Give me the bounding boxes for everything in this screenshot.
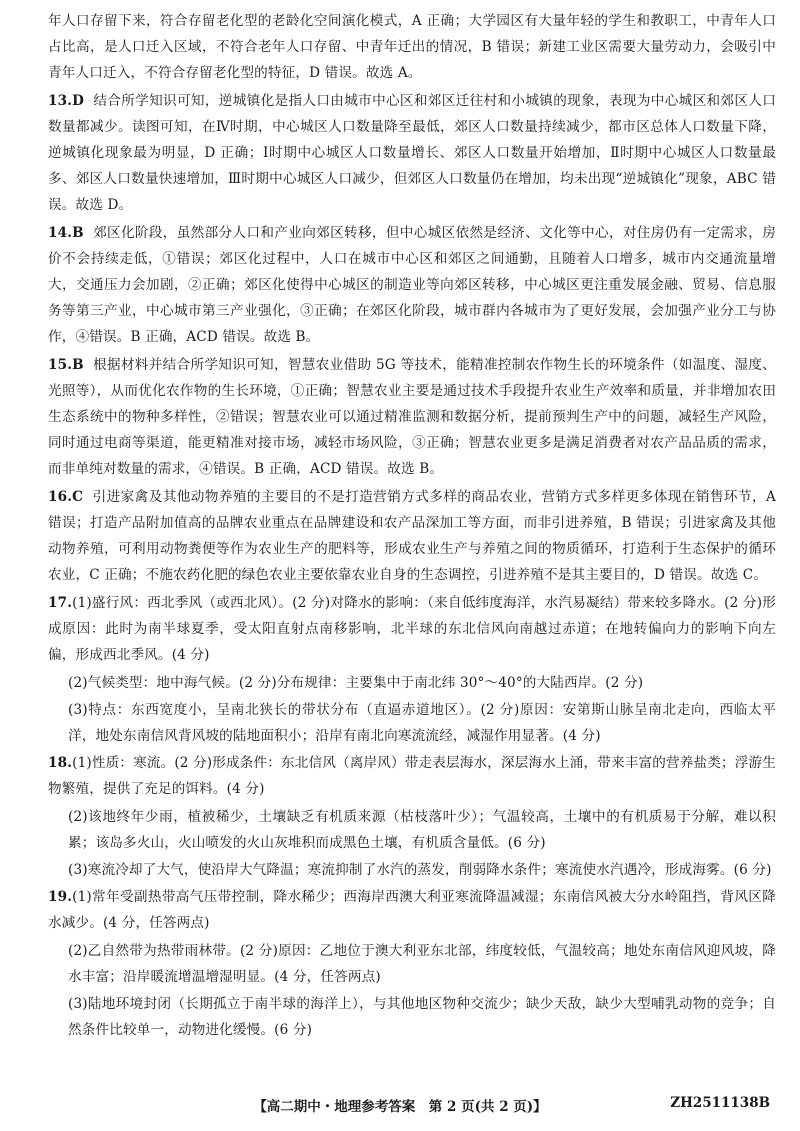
answer-13: [48, 88, 776, 218]
question-number: 19.: [48, 889, 73, 905]
answer-number: 16.C: [48, 489, 84, 505]
answer-text: 郊区化阶段，虽然部分人口和产业向郊区转移，但中心城区依然是经济、文化等中心，对住房仍有一定需求，房价不会持续走低，①错误；郊区化过程中，人口在城市中心区和郊区之间通勤，且随着人口增多，城市内交通流量增大，交通压力会加剧，②正确；郊区化使得中心城区的制造业等向郊区转移，中心城区更注重发展金融、贸易、信息服务等第三产业，中心城市第三产业强化，③正确；在郊区化阶段，城市群内各城市为了更好发展，会加强产业分工与协作，④错误。B 正确，ACD 错误。故选 B。: [48, 225, 776, 345]
page-footer: [0, 1095, 800, 1119]
lead-paragraph: 年人口存留下来，符合存留老化型的老龄化空间演化模式，A 正确；大学园区有大量年轻的学生和教职工，中青年人口占比高，是人口迁入区域，不符合老年人口存留、中青年迁出的情况，B 错误；新建工业区需要大量劳动力，会吸引中青年人口迁入，不符合存留老化型的特征，D 错误。故选 A。: [48, 13, 776, 81]
question-18-part-3: (3)寒流冷却了大气，使沿岸大气降温；寒流抑制了水汽的蒸发，削弱降水条件；寒流使水汽遇冷，形成海雾。(6 分): [68, 862, 772, 878]
answer-15: [48, 352, 776, 482]
question-17-part-1: [48, 590, 776, 668]
answer-text: 根据材料并结合所学知识可知，智慧农业借助 5G 等技术，能精准控制农作物生长的环境条件（如温度、湿度、光照等），从而优化农作物的生长环境，①正确；智慧农业主要是通过技术手段提升农业生产效率和质量，并非增加农田生态系统中的物种多样性，②错误；智慧农业可以通过精准监测和数据分析，提前预判生产中的问题，减轻生产风险，同时通过电商等渠道，能更精准对接市场，减轻市场风险，③正确；智慧农业更多是满足消费者对农产品品质的需求，而非单纯对数量的需求，④错误。B 正确，ACD 错误。故选 B。: [48, 357, 776, 477]
question-17-part-2: (2)气候类型：地中海气候。(2 分)分布规律：主要集中于南北纬 30°～40°的大陆西岸。(2 分): [68, 675, 644, 691]
question-19-part-3: (3)陆地环境封闭（长期孤立于南半球的海洋上），与其他地区物种交流少；缺少天敌，缺少大型哺乳动物的竞争；自然条件比较单一，动物进化缓慢。(6 分): [68, 996, 776, 1038]
answer-16: [48, 484, 776, 588]
question-18-part-2: (2)该地终年少雨，植被稀少，土壤缺乏有机质来源（枯枝落叶少）；气温较高，土壤中的有机质易于分解，难以积累；该岛多火山，火山喷发的火山灰堆积而成黑色土壤，有机质含量低。(6 分): [68, 809, 776, 851]
answer-text: 结合所学知识可知，逆城镇化是指人口由城市中心区和郊区迁往村和小城镇的现象，表现为中心城区和郊区人口数量都减少。读图可知，在Ⅳ时期，中心城区人口数量降至最低，郊区人口数量持续减少，都市区总体人口数量下降，逆城镇化现象最为明显，D 正确；Ⅰ时期中心城区人口数量增长、郊区人口数量开始增加，Ⅱ时期中心城区人口数量最多、郊区人口数量快速增加，Ⅲ时期中心城区人口减少，但郊区人口数量仍在增加，均未出现“逆城镇化”现象，ABC 错误。故选 D。: [48, 93, 776, 213]
question-19-part-1: [48, 884, 776, 936]
document-code: ZH2511138B: [670, 1095, 770, 1111]
part-text: (1)性质：寒流。(2 分)形成条件：东北信风（离岸风）带走表层海水，深层海水上涌，带来丰富的营养盐类；浮游生物繁殖，提供了充足的饵料。(4 分): [48, 755, 776, 797]
footer-title: 【高二期中・地理参考答案 第 2 页(共 2 页)】: [253, 1099, 547, 1115]
answer-text: 引进家禽及其他动物养殖的主要目的不是打造营销方式多样的商品农业，营销方式多样更多体现在销售环节，A 错误；打造产品附加值高的品牌农业重点在品牌建设和农产品深加工等方面，而非引进养殖，B 错误；引进家禽及其他动物养殖，可利用动物粪便等作为农业生产的肥料等，形成农业生产与养殖之间的物质循环，打造利于生态保护的循环农业，C 正确；不施农药化肥的绿色农业主要依靠农业自身的生态调控，引进养殖不是其主要目的，D 错误。故选 C。: [48, 489, 776, 583]
question-19-part-2: (2)乙自然带为热带雨林带。(2 分)原因：乙地位于澳大利亚东北部，纬度较低，气温较高；地处东南信风迎风坡，降水丰富；沿岸暖流增温增湿明显。(4 分，任答两点): [68, 943, 776, 985]
question-18-part-1: [48, 750, 776, 802]
answer-number: 14.B: [48, 225, 84, 241]
question-17-part-3: (3)特点：东西宽度小，呈南北狭长的带状分布（直逼赤道地区）。(2 分)原因：安第斯山脉呈南北走向，西临太平洋，地处东南信风背风坡的陆地面积小；沿岸有南北向寒流流经，减湿作用显著。(4 分): [68, 702, 776, 744]
answer-number: 15.B: [48, 357, 84, 373]
answer-content: [48, 8, 776, 1044]
part-text: (1)盛行风：西北季风（或西北风）。(2 分)对降水的影响：（来自低纬度海洋，水汽易凝结）带来较多降水。(2 分)形成原因：此时为南半球夏季，受太阳直射点南移影响，北半球的东北信风向南越过赤道；在地转偏向力的影响下向左偏，形成西北季风。(4 分): [48, 595, 776, 663]
answer-14: [48, 220, 776, 350]
part-text: (1)常年受副热带高气压带控制，降水稀少；西海岸西澳大利亚寒流降温减湿；东南信风被大分水岭阻挡，背风区降水减少。(4 分，任答两点): [48, 889, 776, 931]
question-number: 18.: [48, 755, 73, 771]
answer-number: 13.D: [48, 93, 85, 109]
question-number: 17.: [48, 595, 73, 611]
